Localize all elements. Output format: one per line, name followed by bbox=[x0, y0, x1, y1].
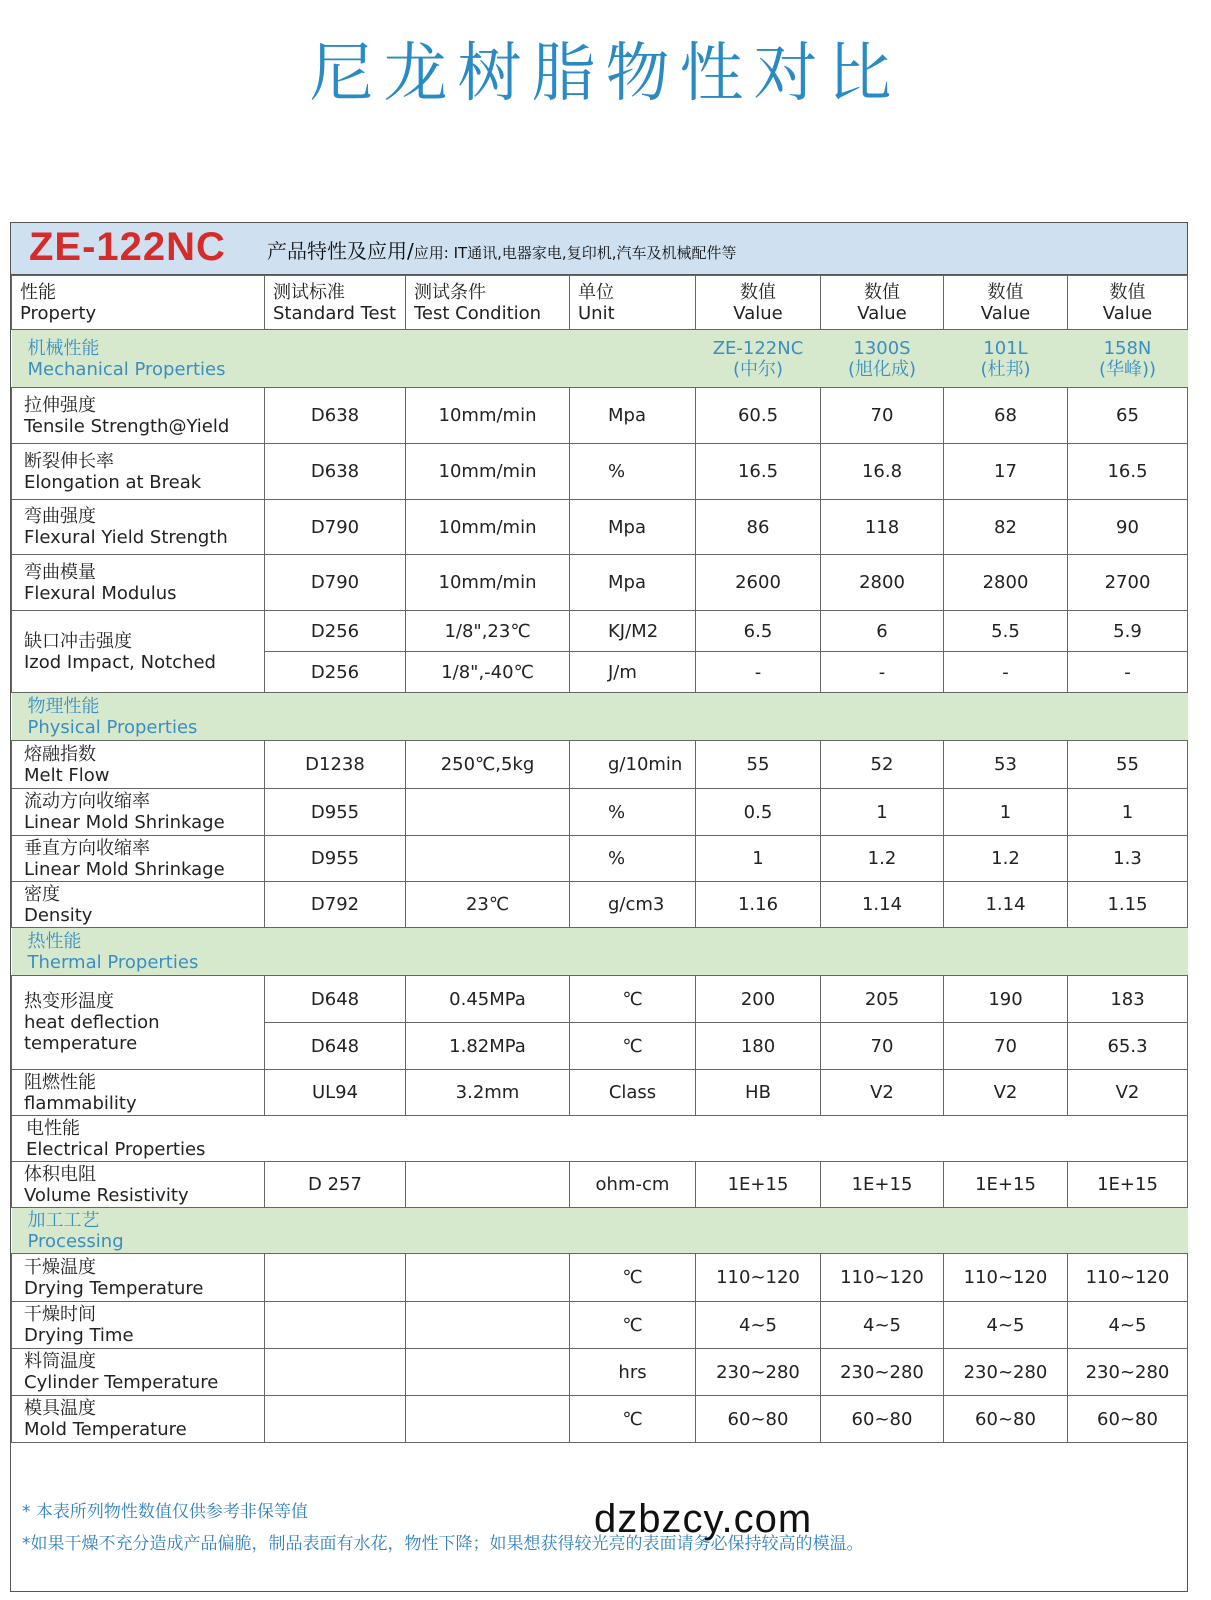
header-condition-en: Test Condition bbox=[414, 302, 542, 324]
value-cell: 110~120 bbox=[944, 1254, 1068, 1302]
value-cell: 1.2 bbox=[821, 836, 944, 882]
value-cell: 4~5 bbox=[696, 1302, 821, 1349]
property-en: Melt Flow bbox=[24, 764, 110, 786]
unit-cell: % bbox=[570, 444, 696, 500]
value-cell: V2 bbox=[944, 1070, 1068, 1116]
section-title-cn: 物理性能 bbox=[27, 695, 100, 717]
value-cell: 1.3 bbox=[1068, 836, 1188, 882]
condition-cell bbox=[406, 789, 570, 836]
header-standard-cn: 测试标准 bbox=[273, 281, 345, 303]
value-cell: 65 bbox=[1068, 388, 1188, 444]
value-cell: 2700 bbox=[1068, 555, 1188, 611]
sample-label bbox=[821, 330, 944, 388]
property-en: Flexural Yield Strength bbox=[24, 527, 228, 548]
unit-cell: % bbox=[570, 836, 696, 882]
property-en: Mold Temperature bbox=[24, 1419, 187, 1440]
condition-cell: 10mm/min bbox=[406, 388, 570, 444]
section-physical bbox=[12, 693, 1188, 741]
value-cell: 1.16 bbox=[696, 882, 821, 928]
standard-cell: D 257 bbox=[265, 1162, 406, 1208]
condition-cell: 10mm/min bbox=[406, 444, 570, 500]
standard-cell: D256 bbox=[265, 652, 406, 693]
value-cell: 52 bbox=[821, 741, 944, 789]
sample-name: 158N bbox=[1103, 337, 1152, 359]
feature-label: 产品特性及应用/ bbox=[267, 239, 414, 263]
property-cn: 模具温度 bbox=[24, 1398, 96, 1419]
value-cell: 1 bbox=[821, 789, 944, 836]
standard-cell: UL94 bbox=[265, 1070, 406, 1116]
value-cell: 16.8 bbox=[821, 444, 944, 500]
value-cell: 86 bbox=[696, 500, 821, 555]
property-en: Density bbox=[24, 904, 93, 926]
unit-cell: ℃ bbox=[570, 1302, 696, 1349]
property-name bbox=[12, 444, 265, 500]
value-cell: 1.14 bbox=[821, 882, 944, 928]
value-cell: 16.5 bbox=[696, 444, 821, 500]
standard-cell: D638 bbox=[265, 444, 406, 500]
header-value bbox=[696, 276, 821, 330]
property-cn: 料筒温度 bbox=[24, 1351, 96, 1372]
standard-cell: D1238 bbox=[265, 741, 406, 789]
value-cell: 230~280 bbox=[821, 1349, 944, 1396]
footnote-1: * 本表所列物性数值仅供参考非保等值 bbox=[22, 1502, 308, 1522]
property-en: Izod Impact, Notched bbox=[24, 651, 216, 673]
value-cell: 1E+15 bbox=[821, 1162, 944, 1208]
header-row bbox=[12, 276, 1188, 330]
value-cell: 55 bbox=[1068, 741, 1188, 789]
unit-cell: g/cm3 bbox=[570, 882, 696, 928]
standard-cell: D955 bbox=[265, 789, 406, 836]
value-cell: 1E+15 bbox=[1068, 1162, 1188, 1208]
property-cn: 断裂伸长率 bbox=[24, 450, 114, 472]
condition-cell bbox=[406, 836, 570, 882]
header-value-cn: 数值 bbox=[987, 281, 1024, 303]
value-cell: 6 bbox=[821, 611, 944, 652]
value-cell: V2 bbox=[1068, 1070, 1188, 1116]
section-title-en: Thermal Properties bbox=[27, 951, 199, 973]
property-en: Volume Resistivity bbox=[24, 1184, 189, 1206]
standard-cell: D955 bbox=[265, 836, 406, 882]
sample-name: 1300S bbox=[853, 337, 911, 359]
section-electrical bbox=[12, 1116, 1188, 1162]
standard-cell bbox=[265, 1254, 406, 1302]
value-cell: 70 bbox=[944, 1023, 1068, 1070]
section-title-en: Physical Properties bbox=[27, 716, 198, 738]
sample-maker: (华峰)) bbox=[1098, 358, 1157, 380]
value-cell: 70 bbox=[821, 388, 944, 444]
condition-cell: 10mm/min bbox=[406, 555, 570, 611]
property-cn: 体积电阻 bbox=[24, 1163, 96, 1185]
unit-cell: g/10min bbox=[570, 741, 696, 789]
value-cell: - bbox=[821, 652, 944, 693]
table-row bbox=[12, 555, 1188, 611]
value-cell: 230~280 bbox=[944, 1349, 1068, 1396]
property-cn: 拉伸强度 bbox=[24, 394, 96, 416]
value-cell: 1.14 bbox=[944, 882, 1068, 928]
section-title bbox=[12, 693, 1188, 741]
sample-name: 101L bbox=[983, 337, 1028, 359]
unit-cell: ℃ bbox=[570, 1396, 696, 1443]
header-value-en: Value bbox=[857, 302, 907, 324]
table-row bbox=[12, 1070, 1188, 1116]
unit-cell: ohm-cm bbox=[570, 1162, 696, 1208]
property-en: Linear Mold Shrinkage bbox=[24, 812, 225, 833]
section-processing bbox=[12, 1208, 1188, 1254]
property-en: Drying Time bbox=[24, 1325, 134, 1346]
value-cell: 1E+15 bbox=[696, 1162, 821, 1208]
value-cell: 60~80 bbox=[821, 1396, 944, 1443]
table-row bbox=[12, 1302, 1188, 1349]
header-property-en: Property bbox=[20, 302, 97, 324]
section-title-en: Processing bbox=[27, 1230, 124, 1252]
value-cell: 60~80 bbox=[944, 1396, 1068, 1443]
value-cell: 190 bbox=[944, 976, 1068, 1023]
value-cell: 90 bbox=[1068, 500, 1188, 555]
value-cell: 1 bbox=[944, 789, 1068, 836]
property-name bbox=[12, 836, 265, 882]
property-name bbox=[12, 500, 265, 555]
value-cell: 65.3 bbox=[1068, 1023, 1188, 1070]
value-cell: 82 bbox=[944, 500, 1068, 555]
property-name bbox=[12, 1070, 265, 1116]
header-value-cn: 数值 bbox=[1109, 281, 1146, 303]
product-banner bbox=[11, 223, 1187, 275]
property-cn: 干燥温度 bbox=[24, 1256, 96, 1278]
section-title-cn: 机械性能 bbox=[27, 337, 100, 359]
condition-cell: 1.82MPa bbox=[406, 1023, 570, 1070]
value-cell: 200 bbox=[696, 976, 821, 1023]
unit-cell: Mpa bbox=[570, 388, 696, 444]
table-row bbox=[12, 976, 1188, 1023]
standard-cell: D256 bbox=[265, 611, 406, 652]
unit-cell: hrs bbox=[570, 1349, 696, 1396]
condition-cell bbox=[406, 1349, 570, 1396]
property-cn: 密度 bbox=[24, 883, 60, 905]
unit-cell: ℃ bbox=[570, 976, 696, 1023]
sample-name: ZE-122NC bbox=[712, 337, 804, 359]
value-cell: 205 bbox=[821, 976, 944, 1023]
value-cell: 180 bbox=[696, 1023, 821, 1070]
property-en: Drying Temperature bbox=[24, 1277, 204, 1299]
property-name bbox=[12, 1349, 265, 1396]
value-cell: 230~280 bbox=[1068, 1349, 1188, 1396]
property-en: heat deflection temperature bbox=[24, 1012, 160, 1054]
standard-cell: D790 bbox=[265, 555, 406, 611]
standard-cell bbox=[265, 1396, 406, 1443]
property-en: Flexural Modulus bbox=[24, 582, 177, 604]
header-property-cn: 性能 bbox=[20, 281, 56, 303]
property-name bbox=[12, 741, 265, 789]
table-row bbox=[12, 1396, 1188, 1443]
value-cell: - bbox=[944, 652, 1068, 693]
section-title-cn: 加工工艺 bbox=[27, 1209, 100, 1231]
value-cell: 70 bbox=[821, 1023, 944, 1070]
value-cell: 0.5 bbox=[696, 789, 821, 836]
header-unit bbox=[570, 276, 696, 330]
value-cell: 1 bbox=[696, 836, 821, 882]
unit-cell: Class bbox=[570, 1070, 696, 1116]
header-unit-en: Unit bbox=[578, 302, 615, 324]
header-standard bbox=[265, 276, 406, 330]
table-row bbox=[12, 1254, 1188, 1302]
condition-cell bbox=[406, 1302, 570, 1349]
property-en: Tensile Strength@Yield bbox=[24, 415, 230, 437]
table-row bbox=[12, 1349, 1188, 1396]
value-cell: 1.15 bbox=[1068, 882, 1188, 928]
value-cell: 6.5 bbox=[696, 611, 821, 652]
standard-cell: D790 bbox=[265, 500, 406, 555]
header-value-cn: 数值 bbox=[740, 281, 776, 303]
condition-cell: 10mm/min bbox=[406, 500, 570, 555]
header-value-en: Value bbox=[733, 302, 783, 324]
value-cell: 110~120 bbox=[696, 1254, 821, 1302]
unit-cell: J/m bbox=[570, 652, 696, 693]
section-thermal bbox=[12, 928, 1188, 976]
standard-cell bbox=[265, 1349, 406, 1396]
property-en: Elongation at Break bbox=[24, 471, 202, 493]
property-cn: 熔融指数 bbox=[24, 743, 96, 765]
property-cn: 弯曲强度 bbox=[24, 506, 96, 527]
value-cell: 4~5 bbox=[821, 1302, 944, 1349]
header-value-en: Value bbox=[1102, 302, 1153, 324]
header-value bbox=[944, 276, 1068, 330]
value-cell: 60~80 bbox=[696, 1396, 821, 1443]
section-title bbox=[12, 330, 696, 388]
condition-cell: 3.2mm bbox=[406, 1070, 570, 1116]
value-cell: - bbox=[696, 652, 821, 693]
value-cell: 110~120 bbox=[821, 1254, 944, 1302]
header-standard-en: Standard Test bbox=[273, 302, 397, 324]
property-name bbox=[12, 789, 265, 836]
value-cell: 118 bbox=[821, 500, 944, 555]
table-row bbox=[12, 882, 1188, 928]
model-name: ZE-122NC bbox=[29, 225, 226, 269]
table-row bbox=[12, 388, 1188, 444]
table-row bbox=[12, 444, 1188, 500]
property-name bbox=[12, 1396, 265, 1443]
property-name bbox=[12, 1254, 265, 1302]
condition-cell: 250℃,5kg bbox=[406, 741, 570, 789]
section-title bbox=[12, 928, 1188, 976]
header-condition-cn: 测试条件 bbox=[414, 281, 486, 303]
sample-maker: (中尔) bbox=[732, 358, 784, 380]
table-row bbox=[12, 1162, 1188, 1208]
sample-label bbox=[1068, 330, 1188, 388]
feature-heading bbox=[267, 235, 736, 264]
properties-table bbox=[11, 275, 1188, 1443]
value-cell: 4~5 bbox=[1068, 1302, 1188, 1349]
standard-cell bbox=[265, 1302, 406, 1349]
value-cell: 2800 bbox=[944, 555, 1068, 611]
table-row bbox=[12, 741, 1188, 789]
header-unit-cn: 单位 bbox=[578, 281, 614, 303]
section-mechanical bbox=[12, 330, 1188, 388]
property-name bbox=[12, 611, 265, 693]
property-en: Cylinder Temperature bbox=[24, 1372, 219, 1393]
application-text: 应用: IT通讯,电器家电,复印机,汽车及机械配件等 bbox=[413, 244, 737, 262]
page-title: 尼龙树脂物性对比 bbox=[309, 37, 902, 111]
value-cell: 5.5 bbox=[944, 611, 1068, 652]
sample-maker: (杜邦) bbox=[980, 358, 1031, 380]
footnote-2: *如果干燥不充分造成产品偏脆，制品表面有水花，物性下降；如果想获得较光亮的表面请务必保持较高的模温。 bbox=[22, 1534, 864, 1554]
sample-label bbox=[696, 330, 821, 388]
condition-cell: 0.45MPa bbox=[406, 976, 570, 1023]
header-condition bbox=[406, 276, 570, 330]
value-cell: 60.5 bbox=[696, 388, 821, 444]
section-title-cn: 电性能 bbox=[26, 1117, 80, 1139]
unit-cell: Mpa bbox=[570, 555, 696, 611]
standard-cell: D648 bbox=[265, 976, 406, 1023]
datasheet bbox=[10, 222, 1188, 1592]
condition-cell bbox=[406, 1254, 570, 1302]
condition-cell: 23℃ bbox=[406, 882, 570, 928]
property-cn: 流动方向收缩率 bbox=[24, 791, 150, 812]
header-property bbox=[12, 276, 265, 330]
sample-maker: (旭化成) bbox=[847, 358, 917, 380]
property-name bbox=[12, 976, 265, 1070]
value-cell: 5.9 bbox=[1068, 611, 1188, 652]
value-cell: 17 bbox=[944, 444, 1068, 500]
value-cell: 2600 bbox=[696, 555, 821, 611]
standard-cell: D648 bbox=[265, 1023, 406, 1070]
condition-cell: 1/8",-40℃ bbox=[406, 652, 570, 693]
standard-cell: D792 bbox=[265, 882, 406, 928]
property-cn: 弯曲模量 bbox=[24, 561, 96, 583]
condition-cell: 1/8",23℃ bbox=[406, 611, 570, 652]
section-title-cn: 热性能 bbox=[27, 930, 82, 952]
value-cell: 68 bbox=[944, 388, 1068, 444]
header-value bbox=[1068, 276, 1188, 330]
header-value bbox=[821, 276, 944, 330]
property-cn: 垂直方向收缩率 bbox=[24, 837, 150, 859]
property-en: flammability bbox=[24, 1092, 137, 1114]
value-cell: 230~280 bbox=[696, 1349, 821, 1396]
value-cell: 53 bbox=[944, 741, 1068, 789]
value-cell: 60~80 bbox=[1068, 1396, 1188, 1443]
value-cell: V2 bbox=[821, 1070, 944, 1116]
property-name bbox=[12, 1302, 265, 1349]
property-name bbox=[12, 555, 265, 611]
property-cn: 阻燃性能 bbox=[24, 1071, 96, 1093]
value-cell: 16.5 bbox=[1068, 444, 1188, 500]
header-value-cn: 数值 bbox=[864, 281, 900, 303]
value-cell: 1E+15 bbox=[944, 1162, 1068, 1208]
unit-cell: ℃ bbox=[570, 1023, 696, 1070]
value-cell: 2800 bbox=[821, 555, 944, 611]
value-cell: HB bbox=[696, 1070, 821, 1116]
value-cell: 110~120 bbox=[1068, 1254, 1188, 1302]
value-cell: 1.2 bbox=[944, 836, 1068, 882]
condition-cell bbox=[406, 1396, 570, 1443]
table-row bbox=[12, 500, 1188, 555]
value-cell: 1 bbox=[1068, 789, 1188, 836]
property-name bbox=[12, 882, 265, 928]
section-title-en: Electrical Properties bbox=[26, 1138, 206, 1160]
value-cell: 183 bbox=[1068, 976, 1188, 1023]
section-title bbox=[12, 1208, 1188, 1254]
unit-cell: Mpa bbox=[570, 500, 696, 555]
table-row bbox=[12, 789, 1188, 836]
property-cn: 干燥时间 bbox=[24, 1304, 96, 1325]
sample-label bbox=[944, 330, 1068, 388]
value-cell: - bbox=[1068, 652, 1188, 693]
condition-cell bbox=[406, 1162, 570, 1208]
property-cn: 热变形温度 bbox=[24, 991, 114, 1012]
property-en: Linear Mold Shrinkage bbox=[24, 858, 225, 880]
table-row bbox=[12, 836, 1188, 882]
unit-cell: KJ/M2 bbox=[570, 611, 696, 652]
section-title-en: Mechanical Properties bbox=[27, 358, 226, 380]
unit-cell: ℃ bbox=[570, 1254, 696, 1302]
property-cn: 缺口冲击强度 bbox=[24, 630, 132, 652]
watermark: dzbzcy.com bbox=[594, 1497, 813, 1541]
unit-cell: % bbox=[570, 789, 696, 836]
property-name bbox=[12, 1162, 265, 1208]
table-row bbox=[12, 611, 1188, 652]
header-value-en: Value bbox=[980, 302, 1031, 324]
value-cell: 4~5 bbox=[944, 1302, 1068, 1349]
property-name bbox=[12, 388, 265, 444]
value-cell: 55 bbox=[696, 741, 821, 789]
standard-cell: D638 bbox=[265, 388, 406, 444]
section-title bbox=[12, 1116, 1188, 1162]
